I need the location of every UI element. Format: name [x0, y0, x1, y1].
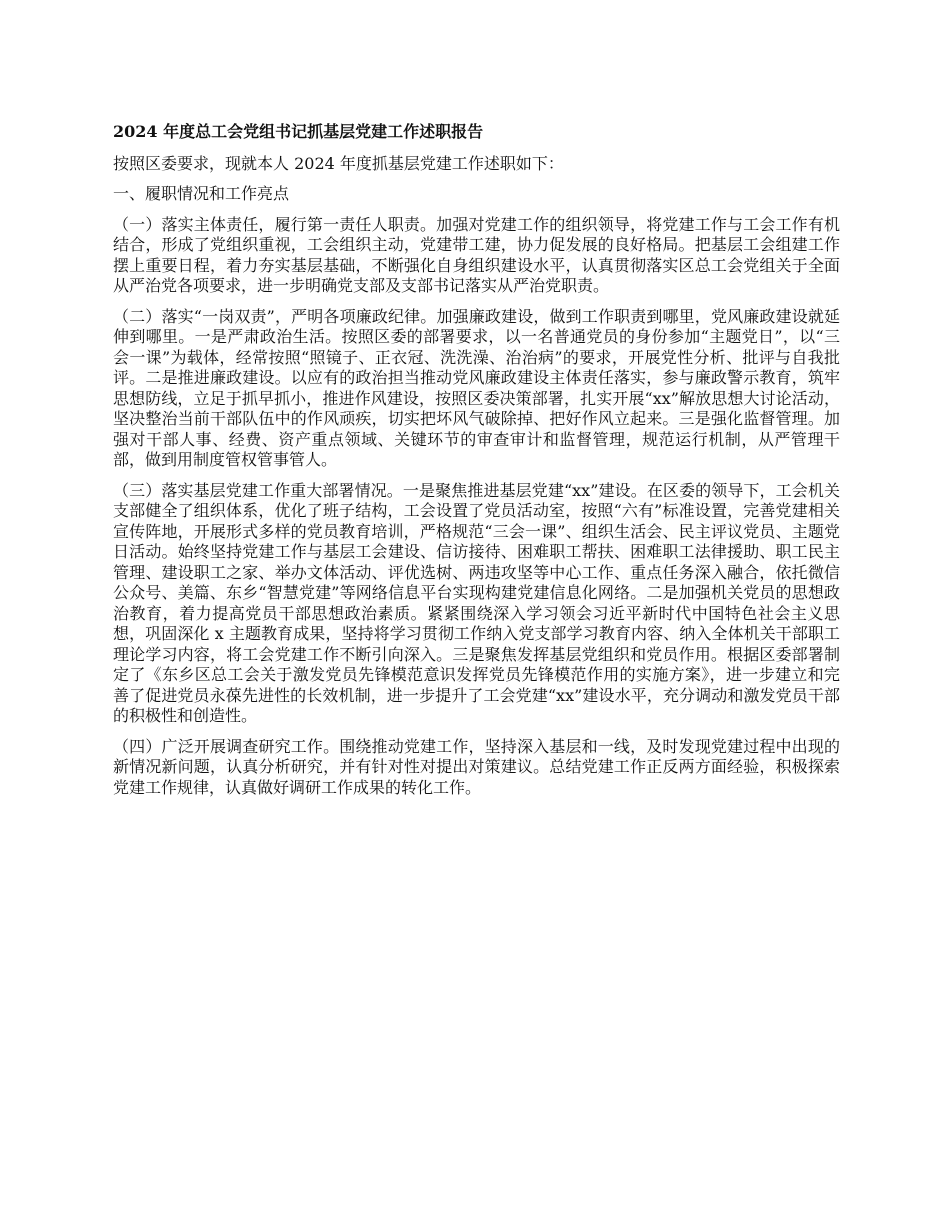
paragraph-1: （一）落实主体责任，履行第一责任人职责。加强对党建工作的组织领导，将党建工作与工会工作有机结合，形成了党组织重视，工会组织主动，党建带工建，协力促发展的良好格局。把基层工会组建工作摆上重要日程，着力夯实基层基础，不断强化自身组织建设水平，认真贯彻落实区总工会党组关于全面从严治党各项要求，进一步明确党支部及支部书记落实从严治党职责。 — [113, 214, 840, 295]
paragraph-4: （四）广泛开展调查研究工作。围绕推动党建工作，坚持深入基层和一线，及时发现党建过程中出现的新情况新问题，认真分析研究，并有针对性对提出对策建议。总结党建工作正反两方面经验，积极探索党建工作规律，认真做好调研工作成果的转化工作。 — [113, 736, 840, 797]
document-page — [113, 122, 840, 808]
section-heading: 一、履职情况和工作亮点 — [113, 184, 290, 203]
paragraph-2: （二）落实“一岗双责”，严明各项廉政纪律。加强廉政建设，做到工作职责到哪里，党风廉政建设就延伸到哪里。一是严肃政治生活。按照区委的部署要求，以一名普通党员的身份参加“主题党日”，以“三会一课”为载体，经常按照“照镜子、正衣冠、洗洗澡、治治病”的要求，开展党性分析、批评与自我批评。二是推进廉政建设。以应有的政治担当推动党风廉政建设主体责任落实，参与廉政警示教育，筑牢思想防线，立足于抓早抓小，推进作风建设，按照区委决策部署，扎实开展“xx”解放思想大讨论活动，坚决整治当前干部队伍中的作风顽疾，切实把坏风气破除掉、把好作风立起来。三是强化监督管理。加强对干部人事、经费、资产重点领域、关键环节的审查审计和监督管理，规范运行机制，从严管理干部，做到用制度管权管事管人。 — [113, 306, 840, 469]
intro-paragraph: 按照区委要求，现就本人 2024 年度抓基层党建工作述职如下： — [113, 153, 564, 173]
paragraph-3: （三）落实基层党建工作重大部署情况。一是聚焦推进基层党建“xx”建设。在区委的领导下，工会机关支部健全了组织体系，优化了班子结构，工会设置了党员活动室，按照“六有”标准设置，完善党建相关宣传阵地，开展形式多样的党员教育培训，严格规范“三会一课”、组织生活会、民主评议党员、主题党日活动。始终坚持党建工作与基层工会建设、信访接待、困难职工帮扶、困难职工法律援助、职工民主管理、建设职工之家、举办文体活动、评优选树、两违攻坚等中心工作、重点任务深入融合，依托微信公众号、美篇、东乡“智慧党建”等网络信息平台实现构建党建信息化网络。二是加强机关党员的思想政治教育，着力提高党员干部思想政治素质。紧紧围绕深入学习领会习近平新时代中国特色社会主义思想，巩固深化 x 主题教育成果，坚持将学习贯彻工作纳入党支部学习教育内容、纳入全体机关干部职工理论学习内容，将工会党建工作不断引向深入。三是聚焦发挥基层党组织和党员作用。根据区委部署制定了《东乡区总工会关于激发党员先锋模范意识发挥党员先锋模范作用的实施方案》，进一步建立和完善了促进党员永葆先进性的长效机制，进一步提升了工会党建“xx”建设水平，充分调动和激发党员干部的积极性和创造性。 — [113, 480, 840, 725]
document-title: 2024 年度总工会党组书记抓基层党建工作述职报告 — [113, 122, 484, 141]
